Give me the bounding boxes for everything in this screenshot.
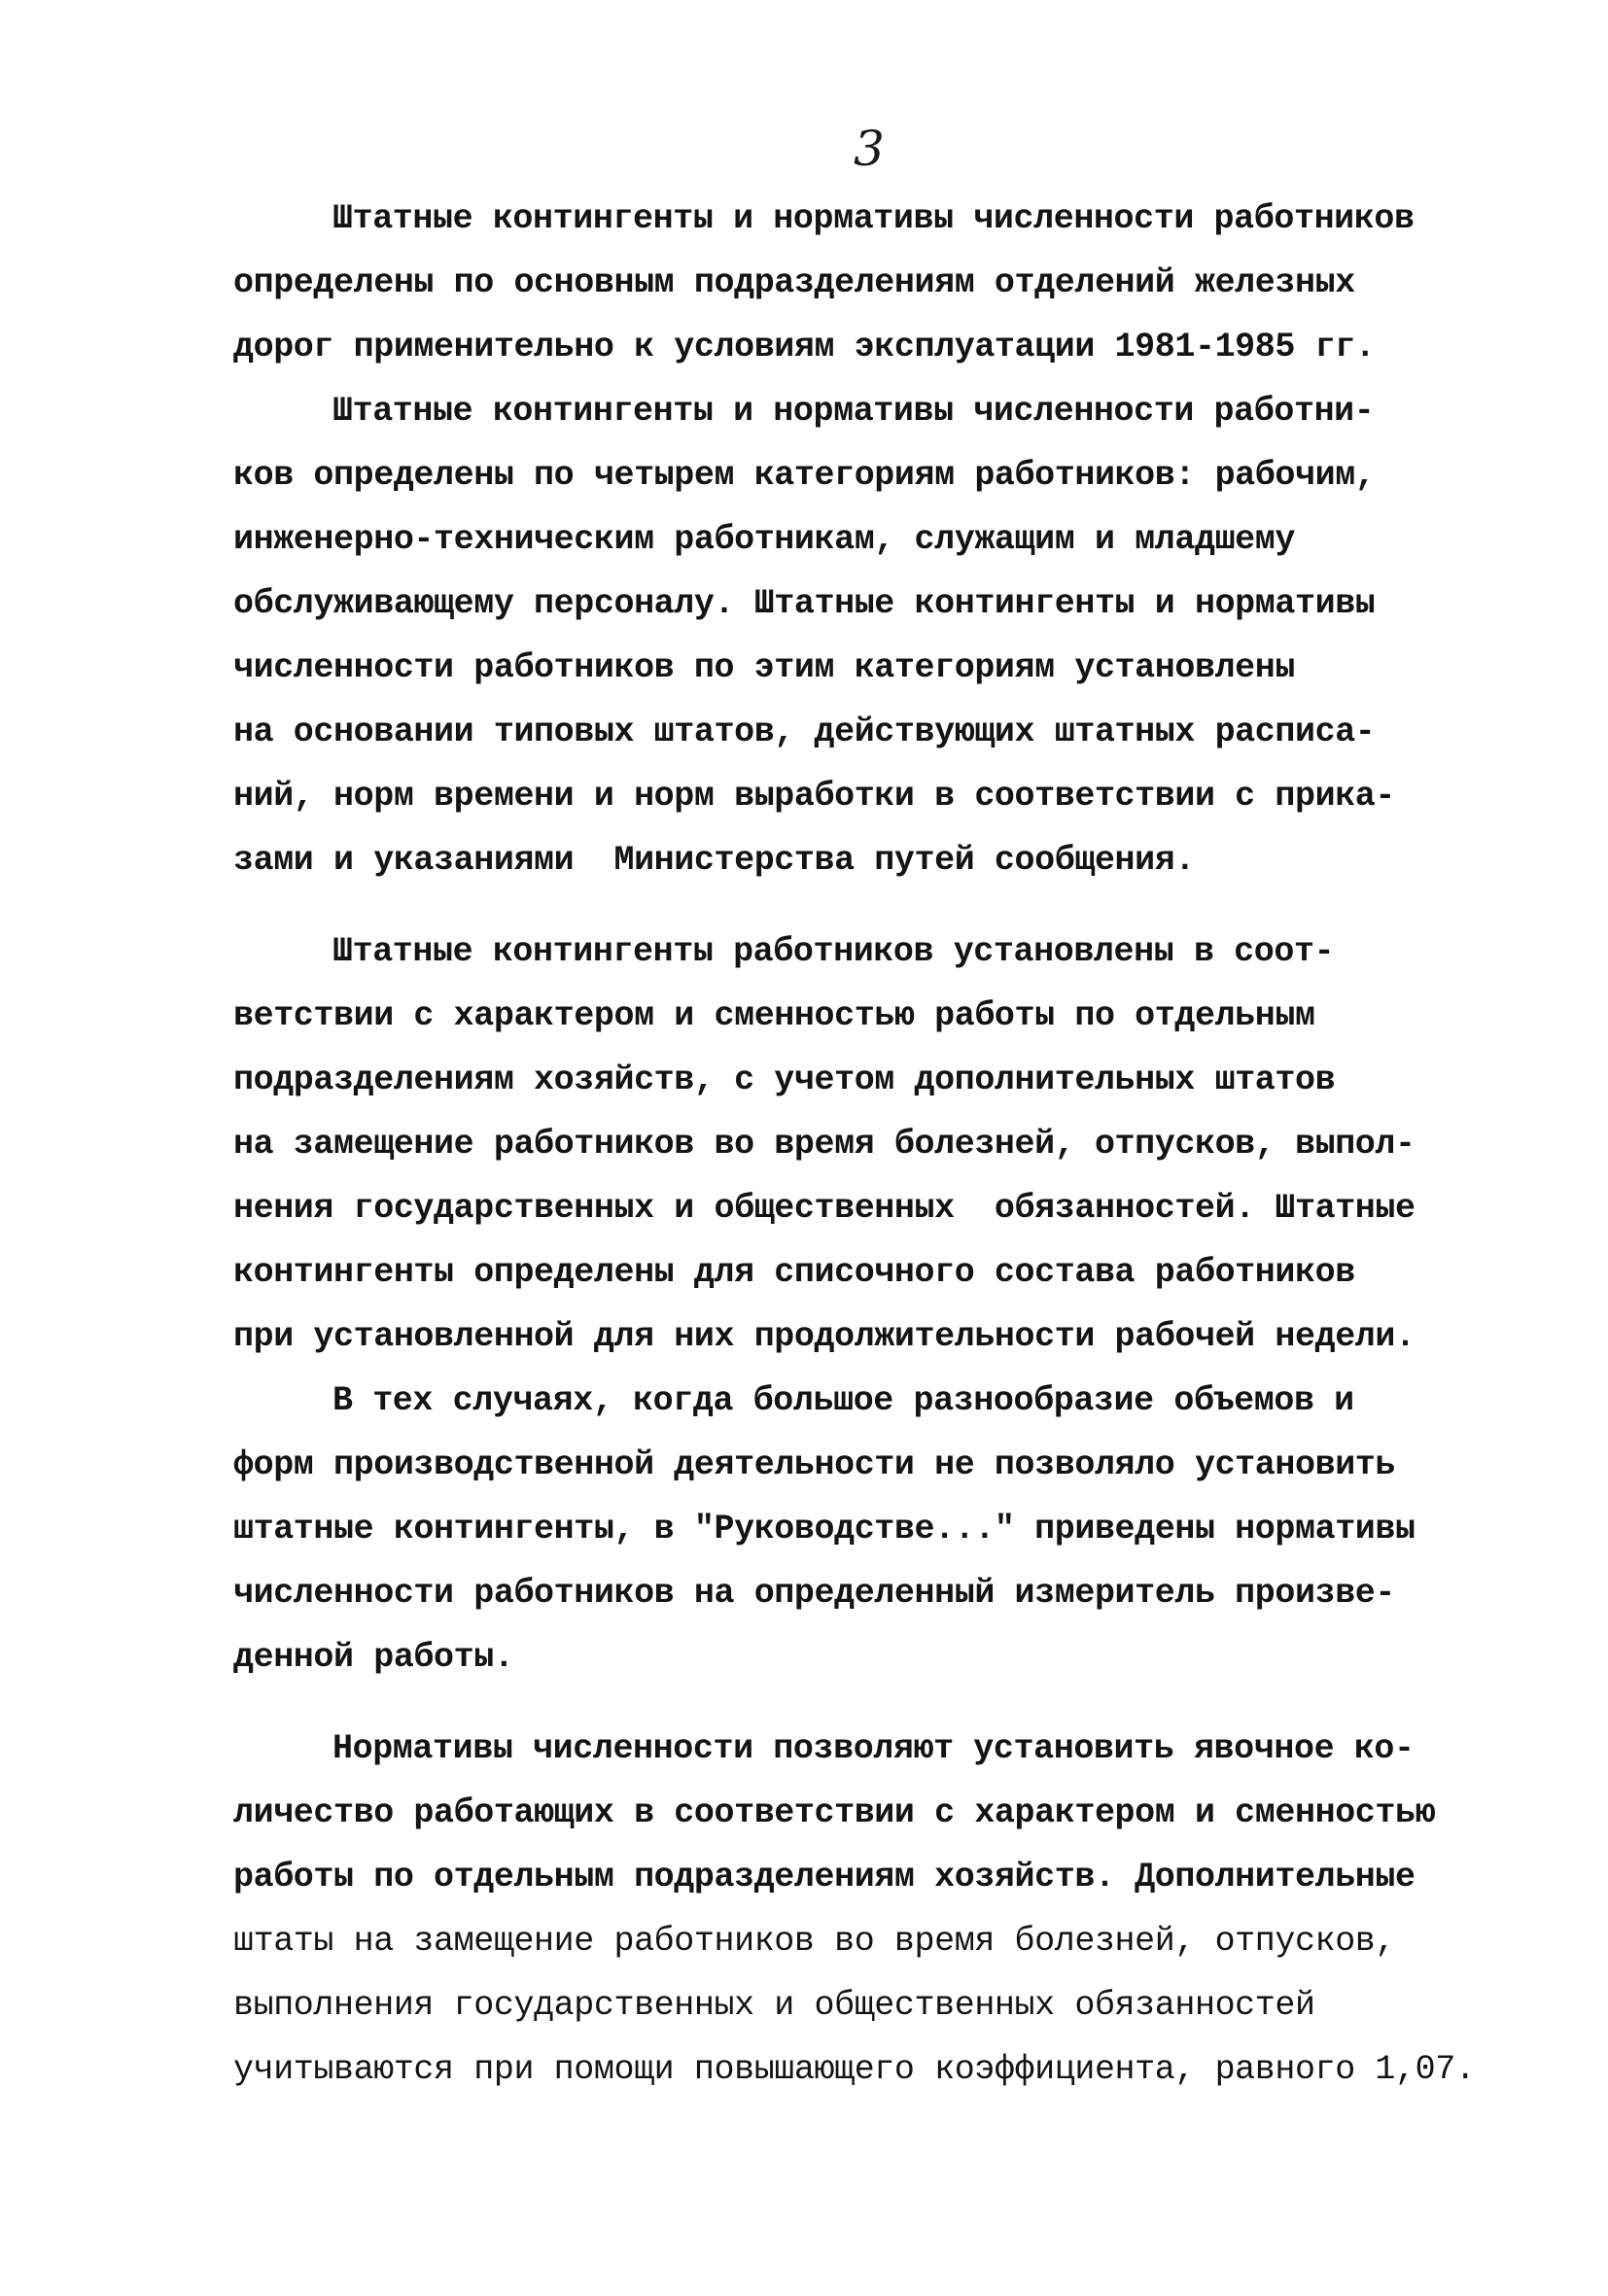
text-line: учитываются при помощи повышающего коэффициента, равного 1,07. xyxy=(233,2050,1476,2089)
paragraph-4 xyxy=(233,1369,1458,1689)
paragraph-2 xyxy=(233,379,1458,892)
text-line: денной работы. xyxy=(233,1638,514,1677)
text-line: Штатные контингенты и нормативы численности работников xyxy=(332,199,1415,238)
text-line: при установленной для них продолжительности рабочей недели. xyxy=(233,1317,1416,1356)
text-line: зами и указаниями Министерства путей сообщения. xyxy=(233,841,1195,880)
text-line: инженерно-техническим работникам, служащим и младшему xyxy=(233,520,1295,559)
text-line: обслуживающему персоналу. Штатные контингенты и нормативы xyxy=(233,584,1376,623)
text-line: Нормативы численности позволяют установить явочное ко- xyxy=(332,1729,1415,1768)
text-line: личество работающих в соответствии с характером и сменностью xyxy=(233,1793,1436,1832)
text-line: определены по основным подразделениям отделений железных xyxy=(233,263,1355,302)
text-line: контингенты определены для списочного состава работников xyxy=(233,1253,1355,1292)
document-body xyxy=(233,187,1476,2102)
text-line: штатные контингенты, в "Руководстве..." приведены нормативы xyxy=(233,1510,1416,1548)
text-line: нения государственных и общественных обязанностей. Штатные xyxy=(233,1189,1416,1228)
text-line: Штатные контингенты работников установлены в соот- xyxy=(332,932,1335,971)
text-line: численности работников по этим категориям установлены xyxy=(233,648,1295,687)
text-line: форм производственной деятельности не позволяло установить xyxy=(233,1445,1395,1484)
text-line: дорог применительно к условиям эксплуатации 1981-1985 гг. xyxy=(233,328,1376,366)
text-line: подразделениям хозяйств, с учетом дополнительных штатов xyxy=(233,1061,1336,1099)
text-line: на замещение работников во время болезней, отпусков, выпол- xyxy=(233,1125,1416,1164)
paragraph-1 xyxy=(233,187,1458,379)
page-number: 3 xyxy=(854,121,885,177)
text-line: работы по отдельным подразделениям хозяйств. Дополнительные xyxy=(233,1858,1416,1896)
text-line: выполнения государственных и общественных обязанностей xyxy=(233,1986,1315,2025)
paragraph-5 xyxy=(233,1717,1476,2102)
paragraph-gap xyxy=(233,1689,1458,1717)
paragraph-gap xyxy=(233,892,1458,920)
text-line: ветствии с характером и сменностью работы по отдельным xyxy=(233,996,1315,1035)
text-line: ний, норм времени и норм выработки в соответствии с прика- xyxy=(233,777,1395,816)
text-line: штаты на замещение работников во время болезней, отпусков, xyxy=(233,1922,1395,1961)
paragraph-3 xyxy=(233,920,1458,1369)
text-line: численности работников на определенный измеритель произве- xyxy=(233,1574,1395,1613)
text-line: на основании типовых штатов, действующих штатных расписа- xyxy=(233,713,1376,751)
text-line: В тех случаях, когда большое разнообразие объемов и xyxy=(332,1381,1354,1420)
text-line: Штатные контингенты и нормативы численности работни- xyxy=(332,392,1375,431)
text-line: ков определены по четырем категориям работников: рабочим, xyxy=(233,456,1376,495)
